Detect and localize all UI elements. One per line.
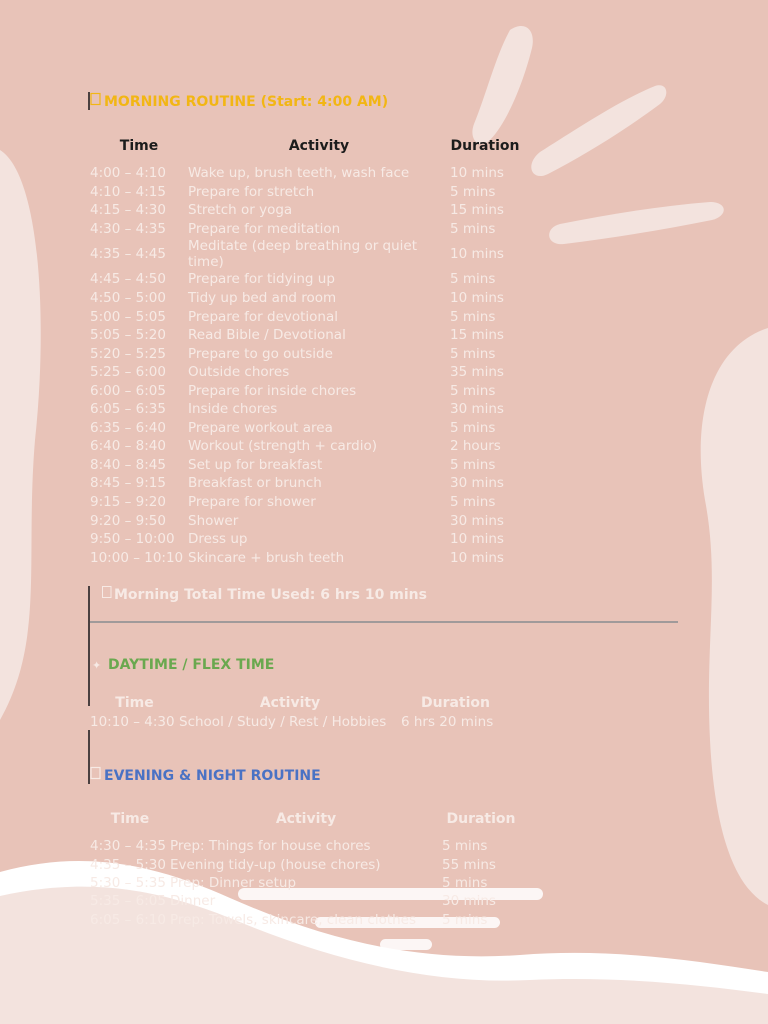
activity-cell: Prep: Things for house chores (170, 838, 371, 855)
table-header-row (90, 694, 510, 712)
activity-cell: Read Bible / Devotional (188, 327, 346, 344)
duration-cell: 2 hours (450, 438, 501, 455)
time-cell: 4:45 – 4:50 (90, 271, 166, 288)
duration-cell: 55 mins (442, 856, 496, 873)
activity-cell: Prepare workout area (188, 419, 333, 436)
table-header-row (90, 128, 520, 164)
activity-cell: School / Study / Rest / Hobbies (179, 713, 387, 730)
table-row (90, 400, 520, 419)
duration-cell: 15 mins (450, 202, 504, 219)
activity-cell: Skincare + brush teeth (188, 549, 345, 566)
time-column-header: Time (119, 137, 159, 154)
morning-schedule-table (90, 128, 520, 567)
table-row (90, 326, 520, 345)
table-header-row (90, 801, 520, 837)
duration-cell: 35 mins (450, 364, 504, 381)
activity-cell: Prep: Dinner setup (170, 874, 297, 891)
time-cell: 6:00 – 6:05 (90, 382, 166, 399)
clock-icon (102, 586, 114, 603)
time-column-header: Time (110, 810, 150, 827)
duration-cell: 30 mins (450, 401, 504, 418)
activity-cell: Set up for breakfast (188, 456, 323, 473)
duration-cell: 5 mins (450, 419, 496, 436)
table-row (90, 548, 520, 567)
time-cell: 5:05 – 5:20 (90, 327, 166, 344)
duration-cell: 5 mins (442, 838, 488, 855)
duration-cell: 10 mins (450, 165, 504, 182)
duration-cell: 5 mins (442, 874, 488, 891)
table-row (90, 307, 520, 326)
daytime-schedule-table (90, 694, 510, 731)
duration-cell: 5 mins (450, 345, 496, 362)
activity-cell: Inside chores (188, 401, 278, 418)
duration-cell: 6 hrs 20 mins (401, 713, 494, 730)
activity-cell: Wake up, brush teeth, wash face (188, 165, 410, 182)
duration-cell: 5 mins (450, 271, 496, 288)
time-cell: 9:20 – 9:50 (90, 512, 166, 529)
activity-cell: Prepare for stretch (188, 183, 315, 200)
duration-cell: 5 mins (442, 911, 488, 928)
morning-title: MORNING ROUTINE (Start: 4:00 AM) (104, 94, 389, 110)
duration-cell: 5 mins (450, 183, 496, 200)
time-cell: 4:35 – 4:45 (90, 246, 166, 263)
sparkle-icon: ✦ (92, 659, 102, 672)
time-cell: 6:35 – 6:40 (90, 419, 166, 436)
morning-total (102, 586, 427, 603)
activity-cell: Prepare for meditation (188, 220, 341, 237)
time-cell: 5:35 – 6:05 (90, 893, 166, 910)
activity-cell: Breakfast or brunch (188, 475, 322, 492)
activity-cell: Prepare to go outside (188, 345, 333, 362)
time-cell: 10:00 – 10:10 (90, 549, 184, 566)
duration-cell: 5 mins (450, 220, 496, 237)
time-cell: 4:00 – 4:10 (90, 165, 166, 182)
time-cell: 4:30 – 4:35 (90, 220, 166, 237)
table-row (90, 511, 520, 530)
duration-cell: 10 mins (450, 290, 504, 306)
time-cell: 5:20 – 5:25 (90, 345, 166, 362)
daytime-title: DAYTIME / FLEX TIME (108, 657, 275, 673)
duration-cell: 5 mins (450, 382, 496, 399)
activity-cell: Prepare for tidying up (188, 271, 335, 288)
time-cell: 8:45 – 9:15 (90, 475, 166, 492)
time-cell: 4:50 – 5:00 (90, 290, 166, 306)
activity-cell: Tidy up bed and room (188, 290, 337, 306)
duration-cell: 10 mins (450, 246, 504, 263)
table-row (90, 289, 520, 308)
time-cell: 10:10 – 4:30 (90, 713, 175, 730)
table-row (90, 837, 520, 855)
table-row (90, 530, 520, 549)
table-row (90, 220, 520, 239)
table-row (90, 238, 520, 270)
activity-cell: Outside chores (188, 364, 290, 381)
activity-cell: Workout (strength + cardio) (188, 438, 377, 455)
table-row (90, 363, 520, 382)
table-row (90, 164, 520, 183)
activity-cell: Meditate (deep breathing or quiet time) (188, 238, 418, 271)
activity-column-header: Activity (259, 694, 321, 711)
table-row (90, 183, 520, 202)
table-row (90, 381, 520, 400)
duration-cell: 10 mins (450, 549, 504, 566)
activity-column-header: Activity (275, 810, 337, 827)
activity-column-header: Activity (288, 137, 350, 154)
daytime-heading (92, 657, 274, 673)
time-cell: 6:40 – 8:40 (90, 438, 166, 455)
time-cell: 9:15 – 9:20 (90, 494, 166, 511)
table-row (90, 911, 520, 929)
table-row (90, 474, 520, 493)
table-row (90, 892, 520, 910)
duration-cell: 5 mins (450, 494, 496, 511)
time-column-header: Time (115, 694, 154, 711)
activity-cell: Dress up (188, 531, 248, 548)
morning-total-text: Morning Total Time Used: 6 hrs 10 mins (114, 587, 427, 603)
table-row (90, 201, 520, 220)
duration-cell: 10 mins (450, 531, 504, 548)
table-row (90, 456, 520, 475)
table-row (90, 712, 510, 731)
time-cell: 6:05 – 6:10 (90, 911, 166, 928)
time-cell: 9:50 – 10:00 (90, 531, 175, 548)
table-row (90, 344, 520, 363)
morning-heading (90, 92, 388, 110)
activity-cell: Dinner (170, 893, 216, 910)
time-cell: 5:00 – 5:05 (90, 308, 166, 325)
evening-heading (90, 766, 321, 784)
duration-cell: 30 mins (450, 512, 504, 529)
time-cell: 5:25 – 6:00 (90, 364, 166, 381)
section-bar (88, 586, 90, 706)
activity-cell: Prepare for inside chores (188, 382, 357, 399)
duration-cell: 30 mins (450, 475, 504, 492)
table-row (90, 419, 520, 438)
table-row (90, 855, 520, 873)
activity-cell: Shower (188, 512, 239, 529)
activity-cell: Prepare for devotional (188, 308, 339, 325)
time-cell: 6:05 – 6:35 (90, 401, 166, 418)
table-row (90, 270, 520, 289)
table-row (90, 874, 520, 892)
evening-title: EVENING & NIGHT ROUTINE (104, 768, 321, 784)
time-cell: 5:30 – 5:35 (90, 874, 166, 891)
time-cell: 4:30 – 4:35 (90, 838, 166, 855)
evening-schedule-table (90, 801, 520, 929)
activity-cell: Evening tidy-up (house chores) (170, 856, 381, 873)
duration-column-header: Duration (420, 694, 490, 711)
duration-cell: 5 mins (450, 308, 496, 325)
duration-cell: 30 mins (442, 893, 496, 910)
activity-cell: Prep: Towels, skincare, clean clothes (170, 911, 417, 928)
time-cell: 4:35 – 5:30 (90, 856, 166, 873)
activity-cell: Stretch or yoga (188, 202, 293, 219)
duration-column-header: Duration (446, 810, 516, 827)
activity-cell: Prepare for shower (188, 494, 316, 511)
time-cell: 4:15 – 4:30 (90, 202, 166, 219)
duration-cell: 15 mins (450, 327, 504, 344)
time-cell: 4:10 – 4:15 (90, 183, 166, 200)
duration-column-header: Duration (450, 137, 520, 154)
sunrise-icon (90, 92, 102, 110)
duration-cell: 5 mins (450, 456, 496, 473)
section-divider (90, 621, 678, 623)
moon-icon (90, 766, 102, 784)
table-row (90, 437, 520, 456)
time-cell: 8:40 – 8:45 (90, 456, 166, 473)
table-row (90, 493, 520, 512)
